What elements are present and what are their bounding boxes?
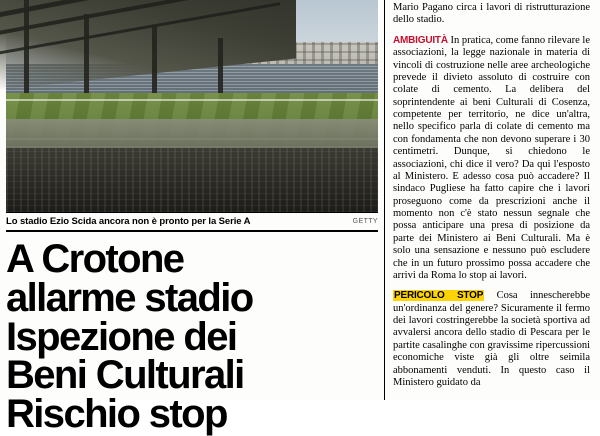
headline-line-4: Beni Culturali xyxy=(6,353,244,398)
body-paragraph xyxy=(393,35,590,283)
headline-line-1: A Crotone xyxy=(6,237,184,281)
paragraph-text: Mario Pagano circa i lavori di ristrutturazione dello stadio. xyxy=(393,2,590,26)
stadium-photo xyxy=(6,0,378,212)
paragraph-text: In pratica, come fanno rilevare le associazioni, la legge nazionale in materia di vincoli di costruzione nelle aree archeologiche prevede il divieto assoluto di costruire con colate di cemento. La delibera del soprintendente ai beni Culturali di Cosenza, competente per territorio, ne dice un'altra, nello specifico parla di colate di cemento ma con fondamenta che non devono superare i 30 centimetri. Dunque, si chiedono le associazioni, chi dice il vero? Da qui l'esposto al Ministero. E adesso cosa può accadere? Il sindaco Pugliese ha fatto capire che i lavori proseguono come da prescrizioni anche il momento non c'è stato nessun segnale che possa anticipare una presa di posizione da parte dei Ministero ai Beni Culturali. Ma è solo una sensazione e nessuno può escludere che in un futuro prossimo possa accadere che arrivi da Roma lo stop ai lavori. xyxy=(393,34,591,281)
headline-line-5: Rischio stop xyxy=(6,392,227,436)
photo-caption: Lo stadio Ezio Scida ancora non è pronto per la Serie A xyxy=(6,216,251,227)
body-paragraph xyxy=(393,290,590,389)
seating-block xyxy=(6,119,378,149)
page-title xyxy=(6,237,378,436)
kicker-pericolo-stop: PERICOLO STOP xyxy=(394,290,484,302)
body-paragraph xyxy=(393,2,590,27)
headline-line-2: allarme stadio xyxy=(6,275,253,320)
paragraph-text: Cosa innescherebbe un'ordinanza del genere? Sicuramente il fermo dei lavori costringerebbe la società sportiva ad avvalersi ancora dello stadio di Pescara per le partite casalinghe con gravissime ripercussioni economiche viste già gli oltre seimila abbonamenti venduti. In questo caso il Ministero guidato da xyxy=(393,290,590,388)
near-grandstand xyxy=(6,148,378,212)
photo-credit: GETTY xyxy=(352,218,378,225)
pitch-line xyxy=(6,99,378,101)
photo-caption-bar xyxy=(6,212,378,232)
kicker-ambiguita: AMBIGUITÀ xyxy=(393,34,448,46)
photo-graphic xyxy=(6,0,378,212)
roof-beam xyxy=(0,2,280,55)
article-body-column xyxy=(384,0,600,400)
headline-line-3: Ispezione dei xyxy=(6,314,237,359)
